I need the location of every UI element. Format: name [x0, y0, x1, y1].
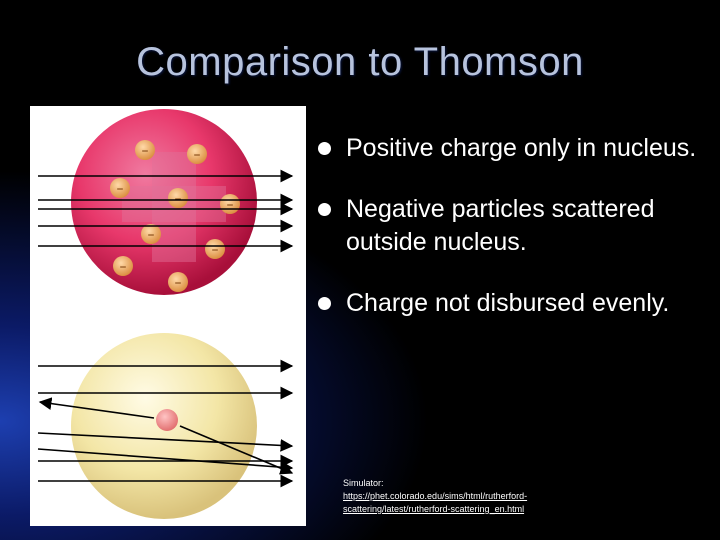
svg-text:–: – — [193, 147, 201, 163]
electron-1 — [135, 140, 155, 160]
electron-7 — [205, 239, 225, 259]
bullet-list — [314, 132, 714, 348]
bullet-text: Charge not disbursed evenly. — [346, 289, 670, 317]
electron-2 — [187, 144, 207, 164]
electron-5 — [220, 194, 240, 214]
svg-text:–: – — [147, 227, 155, 243]
bullet-item — [314, 287, 714, 320]
bullet-text: Negative particles scattered outside nucleus. — [346, 195, 655, 256]
svg-text:–: – — [174, 275, 182, 291]
nucleus — [156, 409, 178, 431]
svg-text:–: – — [226, 197, 234, 213]
svg-text:–: – — [116, 181, 124, 197]
bullet-item — [314, 132, 714, 165]
simulator-label: Simulator: — [343, 478, 384, 488]
bullet-item — [314, 193, 714, 259]
simulator-note — [343, 477, 583, 516]
svg-text:–: – — [141, 143, 149, 159]
electron-4 — [168, 188, 188, 208]
bullet-dot-icon — [318, 203, 331, 216]
simulator-link[interactable]: https://phet.colorado.edu/sims/html/rutherford-scattering/latest/rutherford-scattering_en.html — [343, 491, 528, 514]
bullet-dot-icon — [318, 142, 331, 155]
electron-3 — [110, 178, 130, 198]
slide-title: Comparison to Thomson — [136, 40, 584, 84]
svg-text:–: – — [119, 259, 127, 275]
bullet-text: Positive charge only in nucleus. — [346, 134, 697, 162]
atom-model-figure — [30, 106, 306, 526]
atom-model-illustration — [30, 106, 306, 526]
electron-6 — [141, 224, 161, 244]
bullet-dot-icon — [318, 297, 331, 310]
svg-text:–: – — [174, 191, 182, 207]
electron-8 — [113, 256, 133, 276]
svg-text:–: – — [211, 242, 219, 258]
electron-9 — [168, 272, 188, 292]
